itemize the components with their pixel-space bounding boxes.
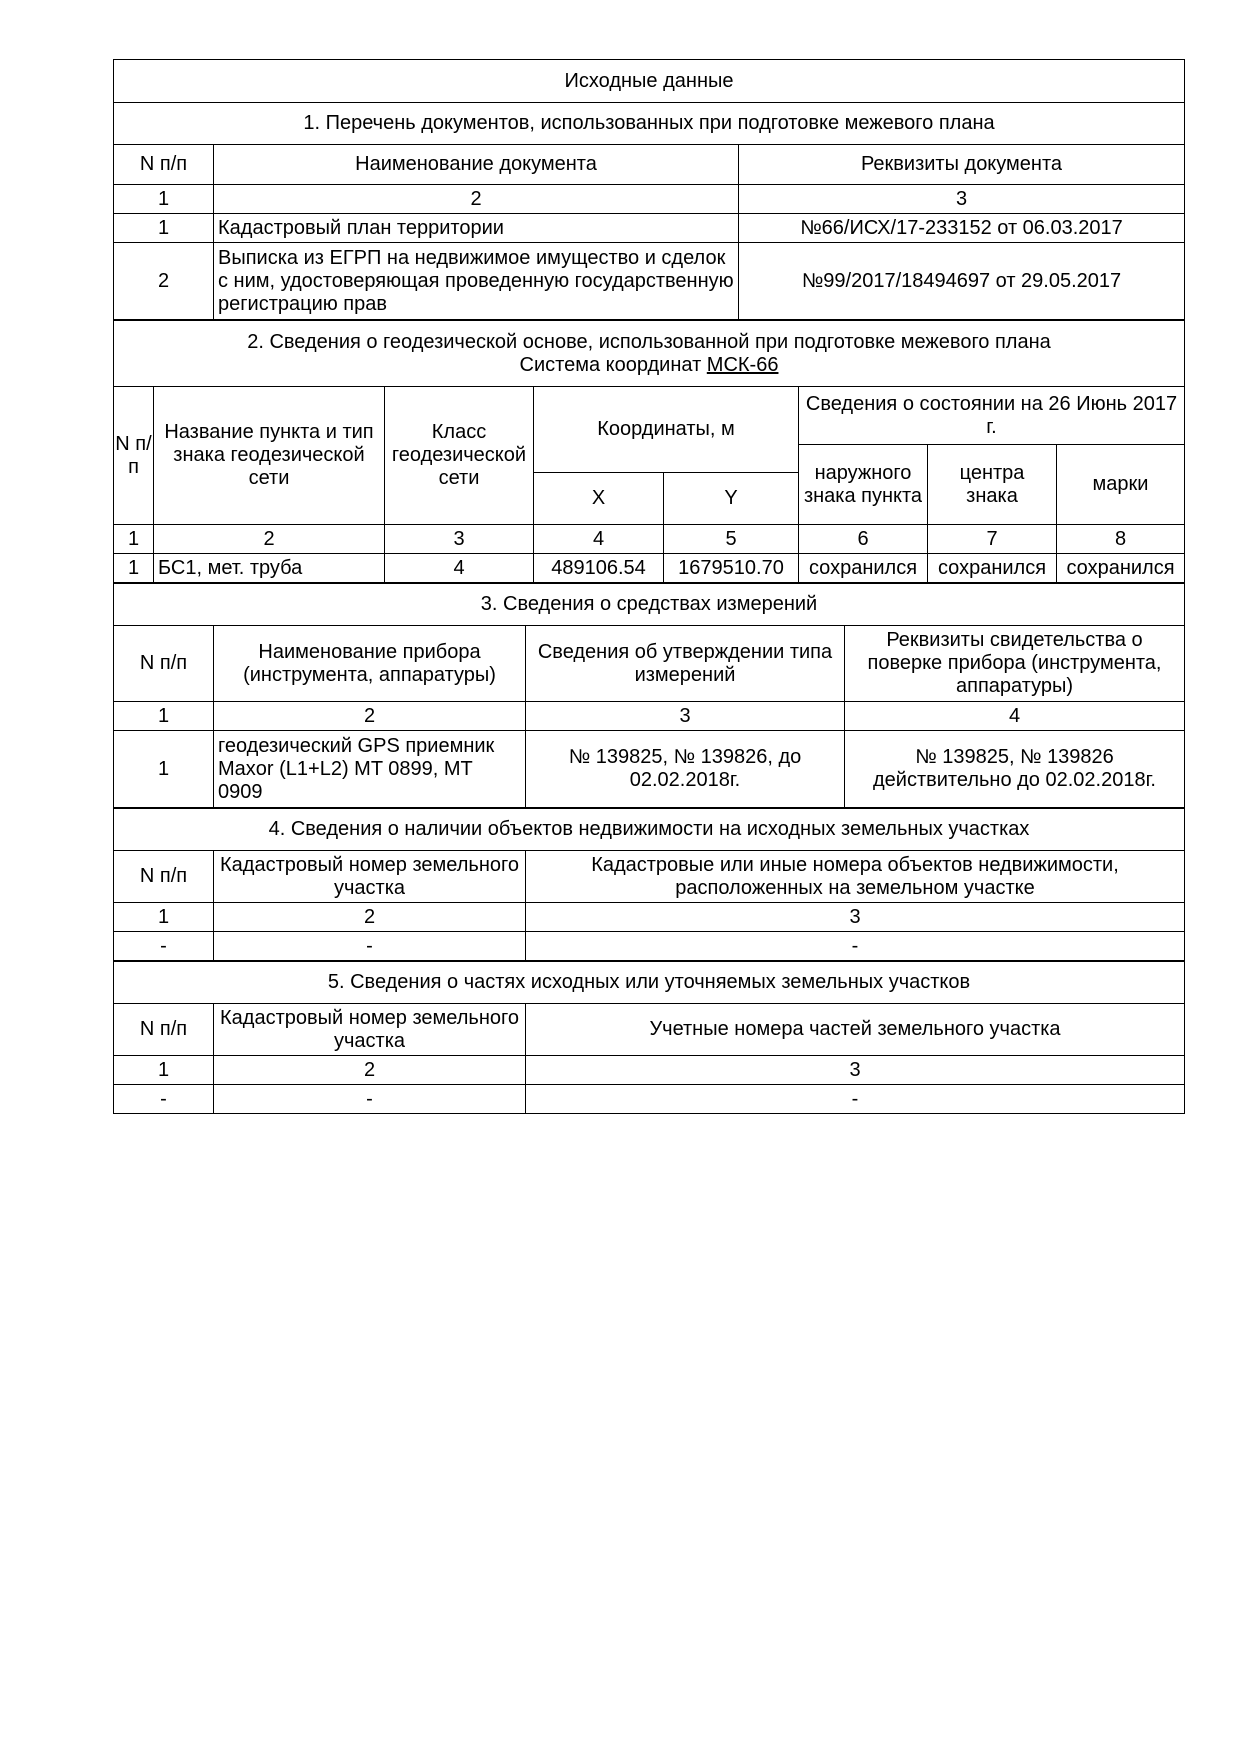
col-number: 2 (154, 525, 385, 554)
doc-requisites: №99/2017/18494697 от 29.05.2017 (739, 243, 1185, 320)
section-5-table (113, 961, 1185, 1114)
col-header-x: X (534, 473, 664, 525)
col-header-n: N п/п (114, 145, 214, 185)
document-title: Исходные данные (114, 60, 1185, 103)
col-header-device-name: Наименование прибора (инструмента, аппаратуры) (214, 626, 526, 702)
point-class: 4 (385, 554, 534, 583)
section-1-title: 1. Перечень документов, использованных при подготовке межевого плана (114, 103, 1185, 145)
col-header-class: Класс геодезической сети (385, 387, 534, 525)
coord-x: 489106.54 (534, 554, 664, 583)
col-number: 1 (114, 525, 154, 554)
row-number: 1 (114, 214, 214, 243)
col-number: 3 (739, 185, 1185, 214)
mark-state: сохранился (1057, 554, 1185, 583)
section-3-table (113, 583, 1185, 808)
col-header-n: N п/п (114, 851, 214, 903)
coordinate-system-label: Система координат (519, 353, 707, 376)
col-header-part-numbers: Учетные номера частей земельного участка (526, 1004, 1185, 1056)
col-number: 3 (385, 525, 534, 554)
table-row (114, 932, 1185, 961)
section-2-table (113, 320, 1185, 583)
device-name: геодезический GPS приемник Maxor (L1+L2) MT 0899, MT 0909 (214, 731, 526, 808)
col-header-certificate: Реквизиты свидетельства о поверке прибора (инструмента, аппаратуры) (845, 626, 1185, 702)
col-number: 8 (1057, 525, 1185, 554)
empty-cell: - (526, 1085, 1185, 1114)
col-number: 6 (799, 525, 928, 554)
row-number: 1 (114, 554, 154, 583)
section-5-title: 5. Сведения о частях исходных или уточняемых земельных участков (114, 962, 1185, 1004)
table-row (114, 1085, 1185, 1114)
col-number: 1 (114, 702, 214, 731)
col-header-cadastral-number: Кадастровый номер земельного участка (214, 1004, 526, 1056)
col-header-doc-requisites: Реквизиты документа (739, 145, 1185, 185)
coordinate-system-value: МСК-66 (706, 353, 779, 376)
col-number: 2 (214, 903, 526, 932)
col-number: 5 (664, 525, 799, 554)
col-header-n: N п/п (114, 626, 214, 702)
doc-name: Выписка из ЕГРП на недвижимое имущество и сделок с ним, удостоверяющая проведенную государственную регистрацию прав (214, 243, 739, 320)
doc-name: Кадастровый план территории (214, 214, 739, 243)
row-number: 2 (114, 243, 214, 320)
col-header-object-numbers: Кадастровые или иные номера объектов недвижимости, расположенных на земельном участке (526, 851, 1185, 903)
outer-sign-state: сохранился (799, 554, 928, 583)
col-header-point-name: Название пункта и тип знака геодезической сети (154, 387, 385, 525)
doc-requisites: №66/ИСХ/17-233152 от 06.03.2017 (739, 214, 1185, 243)
col-header-state: Сведения о состоянии на 26 Июнь 2017 г. (799, 387, 1185, 445)
table-row (114, 554, 1185, 583)
col-header-n: N п/п (114, 387, 154, 525)
section-3-title: 3. Сведения о средствах измерений (114, 584, 1185, 626)
table-row (114, 731, 1185, 808)
col-header-outer-sign: наружного знака пункта (799, 445, 928, 525)
col-number: 7 (928, 525, 1057, 554)
table-row (114, 243, 1185, 320)
col-number: 1 (114, 1056, 214, 1085)
col-header-mark: марки (1057, 445, 1185, 525)
col-number: 4 (845, 702, 1185, 731)
section-2-heading: 2. Сведения о геодезической основе, использованной при подготовке межевого плана (247, 330, 1051, 353)
point-name: БС1, мет. труба (154, 554, 385, 583)
empty-cell: - (526, 932, 1185, 961)
row-number: 1 (114, 731, 214, 808)
sign-center-state: сохранился (928, 554, 1057, 583)
coord-y: 1679510.70 (664, 554, 799, 583)
section-1-table (113, 59, 1185, 320)
col-header-y: Y (664, 473, 799, 525)
col-header-type-approval: Сведения об утверждении типа измерений (526, 626, 845, 702)
col-header-n: N п/п (114, 1004, 214, 1056)
section-2-title (114, 321, 1185, 387)
col-number: 1 (114, 185, 214, 214)
col-header-cadastral-number: Кадастровый номер земельного участка (214, 851, 526, 903)
certificate: № 139825, № 139826 действительно до 02.02.2018г. (845, 731, 1185, 808)
col-number: 4 (534, 525, 664, 554)
section-4-title: 4. Сведения о наличии объектов недвижимости на исходных земельных участках (114, 809, 1185, 851)
coordinate-system (118, 354, 1180, 377)
document-page (113, 59, 1185, 1114)
col-header-doc-name: Наименование документа (214, 145, 739, 185)
type-approval: № 139825, № 139826, до 02.02.2018г. (526, 731, 845, 808)
empty-cell: - (114, 1085, 214, 1114)
empty-cell: - (214, 1085, 526, 1114)
col-header-coordinates: Координаты, м (534, 387, 799, 473)
col-number: 2 (214, 185, 739, 214)
col-number: 3 (526, 903, 1185, 932)
col-header-sign-center: центра знака (928, 445, 1057, 525)
empty-cell: - (214, 932, 526, 961)
section-4-table (113, 808, 1185, 961)
col-number: 1 (114, 903, 214, 932)
empty-cell: - (114, 932, 214, 961)
table-row (114, 214, 1185, 243)
col-number: 3 (526, 1056, 1185, 1085)
col-number: 2 (214, 1056, 526, 1085)
col-number: 2 (214, 702, 526, 731)
col-number: 3 (526, 702, 845, 731)
